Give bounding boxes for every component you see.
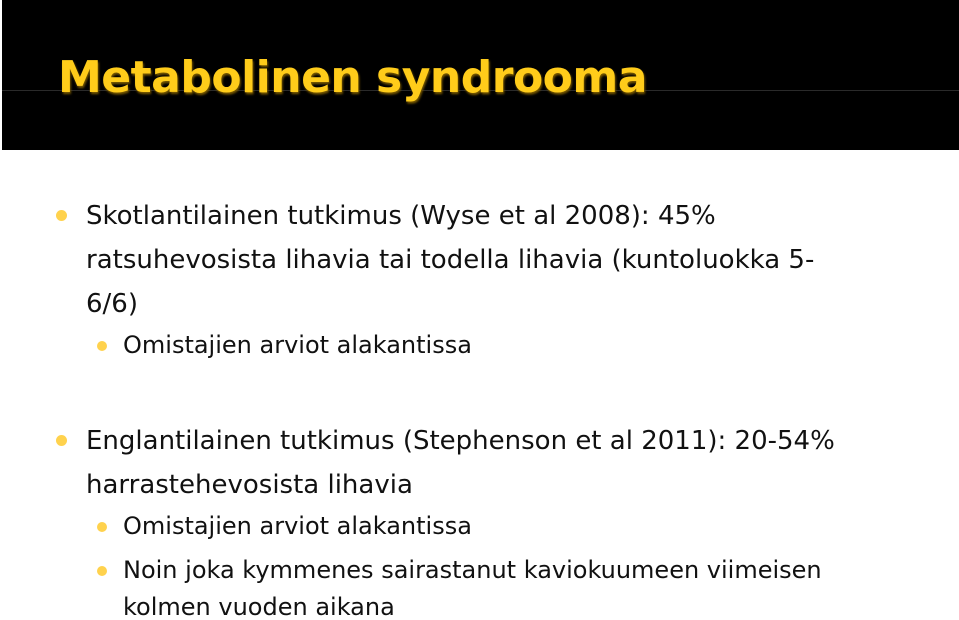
- sub-bullet-laminitis: [123, 552, 822, 620]
- bullet-line: ratsuhevosista lihavia tai todella lihavia (kuntoluokka 5-: [86, 245, 815, 275]
- bullet-dot-icon: [97, 341, 107, 351]
- slide-title: Metabolinen syndrooma: [58, 52, 647, 103]
- bullet-line: 6/6): [86, 289, 138, 319]
- bullet-line: Noin joka kymmenes sairastanut kaviokuumeen viimeisen: [123, 556, 822, 584]
- bullet-dot-icon: [97, 522, 107, 532]
- bullet-dot-icon: [56, 435, 67, 446]
- bullet-line: Skotlantilainen tutkimus (Wyse et al 2008): 45%: [86, 201, 716, 231]
- bullet-scottish-study: [86, 194, 814, 326]
- bullet-line: harrastehevosista lihavia: [86, 470, 413, 500]
- sub-bullet-owner-estimates-2: [123, 508, 472, 545]
- bullet-line: Omistajien arviot alakantissa: [123, 331, 472, 359]
- sub-bullet-owner-estimates-1: [123, 327, 472, 364]
- bullet-line: Omistajien arviot alakantissa: [123, 512, 472, 540]
- bullet-line: kolmen vuoden aikana: [123, 593, 395, 620]
- bullet-line: Englantilainen tutkimus (Stephenson et al 2011): 20-54%: [86, 426, 835, 456]
- bullet-english-study: [86, 419, 835, 507]
- bullet-dot-icon: [97, 566, 107, 576]
- bullet-dot-icon: [56, 210, 67, 221]
